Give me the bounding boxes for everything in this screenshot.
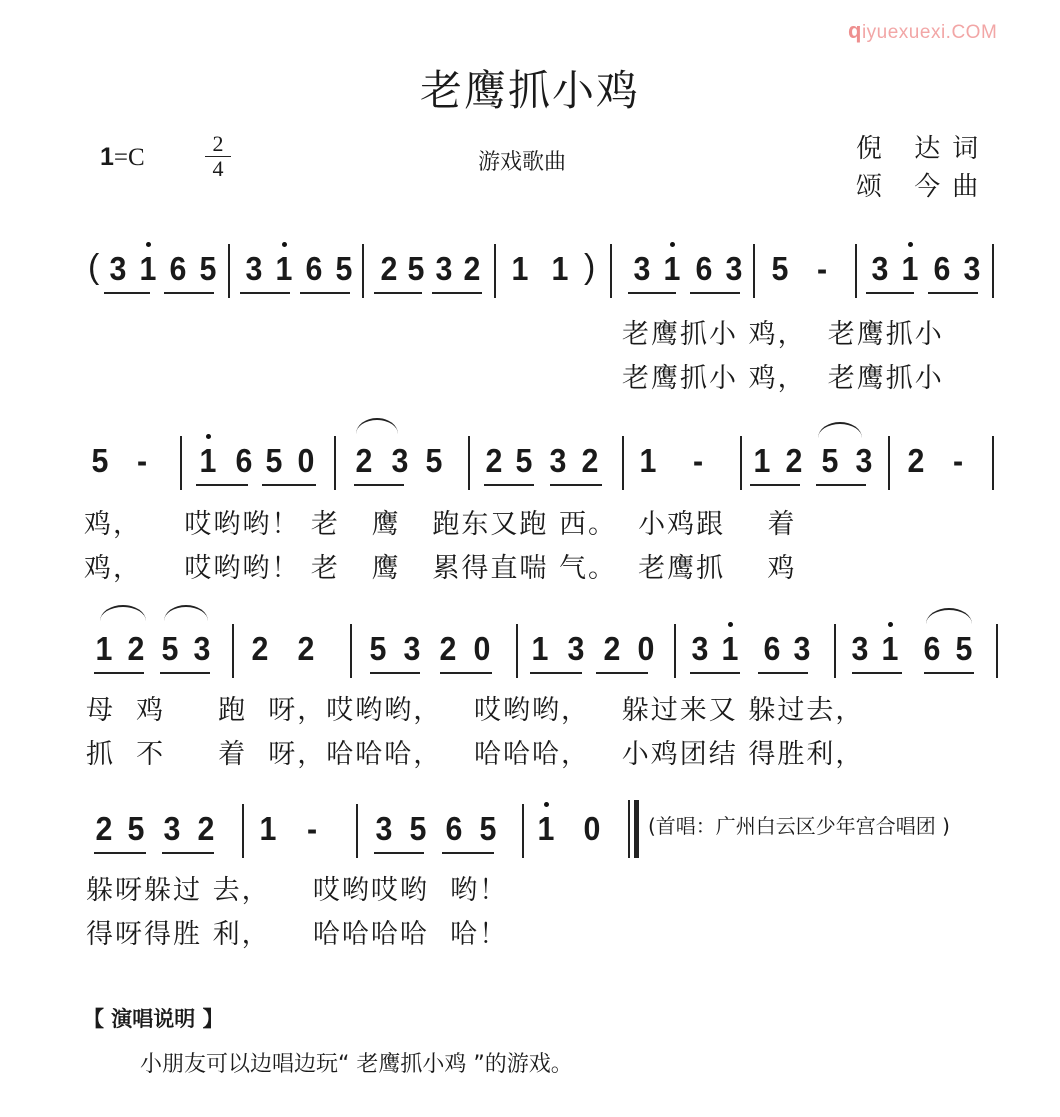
note-digit: 2 — [439, 630, 457, 667]
note-digit: 3 — [793, 630, 811, 667]
slur-mark — [356, 418, 398, 434]
bar-line — [362, 244, 364, 298]
note-digit: 5 — [91, 442, 109, 479]
watermark-text: iyuexuexi.COM — [861, 22, 998, 43]
note-digit: 5 — [199, 250, 217, 287]
bar-line — [996, 624, 998, 678]
time-signature-bottom: 4 — [212, 156, 224, 181]
performance-notes-body: 小朋友可以边唱边玩“ 老鹰抓小鸡 ”的游戏。 — [140, 1052, 573, 1077]
lyric-line: 得呀得胜 利， 哈哈哈哈 哈！ — [86, 919, 509, 950]
note-digit: 1 — [511, 250, 529, 287]
note-digit: 3 — [403, 630, 421, 667]
note-digit: 1 — [551, 250, 569, 287]
note-digit: 5 — [161, 630, 179, 667]
eighth-underline — [628, 292, 676, 294]
note-digit: 3 — [963, 250, 981, 287]
eighth-underline — [690, 292, 740, 294]
note-digit: 5 — [479, 810, 497, 847]
eighth-underline — [596, 672, 648, 674]
note-digit: 2 — [603, 630, 621, 667]
bar-line — [674, 624, 676, 678]
note-digit: 1 — [95, 630, 113, 667]
eighth-underline — [530, 672, 582, 674]
high-octave-dot-icon — [282, 242, 287, 247]
lyric-line: 老鹰抓小 鸡， 老鹰抓小 — [622, 319, 944, 350]
repeat-parenthesis: ) — [584, 248, 596, 286]
key-equals: =C — [113, 144, 145, 171]
bar-line — [753, 244, 755, 298]
note-digit: 1 — [721, 630, 739, 667]
note-digit: 6 — [305, 250, 323, 287]
eighth-underline — [162, 852, 214, 854]
bar-line — [242, 804, 244, 858]
eighth-underline — [866, 292, 914, 294]
lyric-line: 抓 不 着 呀，哈哈哈， 哈哈哈， 小鸡团结 得胜利， — [86, 739, 865, 770]
eighth-underline — [104, 292, 150, 294]
bar-line — [494, 244, 496, 298]
note-digit: 1 — [537, 810, 555, 847]
genre-label: 游戏歌曲 — [478, 150, 567, 175]
bar-line — [228, 244, 230, 298]
eighth-underline — [816, 484, 866, 486]
note-digit: 3 — [391, 442, 409, 479]
eighth-underline — [852, 672, 902, 674]
note-digit: 1 — [199, 442, 217, 479]
final-bar-thick — [634, 800, 639, 858]
eighth-underline — [484, 484, 534, 486]
eighth-underline — [550, 484, 602, 486]
lyricist-credit: 倪 达词 — [856, 134, 991, 164]
dash-sustain: - — [692, 442, 704, 479]
high-octave-dot-icon — [728, 622, 733, 627]
high-octave-dot-icon — [146, 242, 151, 247]
lyric-line: 母 鸡 跑 呀，哎哟哟， 哎哟哟， 躲过来又 躲过去， — [86, 695, 865, 726]
eighth-underline — [690, 672, 740, 674]
note-digit: 1 — [259, 810, 277, 847]
note-digit: 1 — [663, 250, 681, 287]
performance-notes-heading: 【 演唱说明 】 — [83, 1007, 224, 1031]
eighth-underline — [196, 484, 248, 486]
performer-credit: (首唱：广州白云区少年宫合唱团 ) — [648, 814, 950, 838]
high-octave-dot-icon — [206, 434, 211, 439]
note-digit: 2 — [463, 250, 481, 287]
note-digit: 0 — [583, 810, 601, 847]
bar-line — [232, 624, 234, 678]
note-digit: 0 — [297, 442, 315, 479]
note-digit: 5 — [369, 630, 387, 667]
eighth-underline — [354, 484, 404, 486]
note-digit: 2 — [127, 630, 145, 667]
note-digit: 5 — [771, 250, 789, 287]
note-digit: 6 — [169, 250, 187, 287]
note-digit: 3 — [567, 630, 585, 667]
lyric-line: 鸡， 哎哟哟！ 老 鹰 累得直喘 气。 老鹰抓 鸡 — [84, 553, 797, 584]
note-digit: 2 — [95, 810, 113, 847]
dash-sustain: - — [952, 442, 964, 479]
bar-line — [992, 244, 994, 298]
note-digit: 1 — [531, 630, 549, 667]
note-digit: 2 — [355, 442, 373, 479]
eighth-underline — [160, 672, 210, 674]
key-signature — [100, 143, 145, 172]
note-digit: 3 — [871, 250, 889, 287]
eighth-underline — [240, 292, 290, 294]
eighth-underline — [440, 672, 492, 674]
lyric-line: 鸡， 哎哟哟！ 老 鹰 跑东又跑 西。 小鸡跟 着 — [84, 509, 797, 540]
slur-mark — [100, 605, 146, 621]
slur-mark — [164, 605, 208, 621]
watermark-prefix: q — [848, 18, 862, 43]
note-digit: 6 — [445, 810, 463, 847]
note-digit: 2 — [251, 630, 269, 667]
note-digit: 3 — [633, 250, 651, 287]
note-digit: 2 — [581, 442, 599, 479]
lyric-line: 老鹰抓小 鸡， 老鹰抓小 — [622, 363, 944, 394]
note-digit: 0 — [637, 630, 655, 667]
note-digit: 0 — [473, 630, 491, 667]
note-digit: 1 — [901, 250, 919, 287]
note-digit: 3 — [193, 630, 211, 667]
bar-line — [992, 436, 994, 490]
slur-mark — [818, 422, 862, 438]
time-signature-top: 2 — [212, 131, 224, 156]
eighth-underline — [928, 292, 978, 294]
note-digit: 6 — [235, 442, 253, 479]
note-digit: 5 — [127, 810, 145, 847]
note-digit: 3 — [109, 250, 127, 287]
note-digit: 5 — [409, 810, 427, 847]
eighth-underline — [262, 484, 316, 486]
bar-line — [516, 624, 518, 678]
eighth-underline — [300, 292, 350, 294]
note-digit: 2 — [197, 810, 215, 847]
note-digit: 6 — [763, 630, 781, 667]
note-digit: 1 — [753, 442, 771, 479]
bar-line — [834, 624, 836, 678]
eighth-underline — [750, 484, 800, 486]
eighth-underline — [94, 672, 144, 674]
bar-line — [855, 244, 857, 298]
eighth-underline — [370, 672, 420, 674]
bar-line — [740, 436, 742, 490]
note-digit: 3 — [851, 630, 869, 667]
composer-credit: 颂 今曲 — [856, 172, 991, 202]
note-digit: 2 — [485, 442, 503, 479]
note-digit: 5 — [515, 442, 533, 479]
bar-line — [610, 244, 612, 298]
note-digit: 5 — [335, 250, 353, 287]
note-digit: 5 — [955, 630, 973, 667]
note-digit: 3 — [855, 442, 873, 479]
note-digit: 3 — [549, 442, 567, 479]
note-digit: 6 — [933, 250, 951, 287]
note-digit: 1 — [881, 630, 899, 667]
dash-sustain: - — [306, 810, 318, 847]
bar-line — [522, 804, 524, 858]
note-digit: 3 — [435, 250, 453, 287]
note-digit: 3 — [725, 250, 743, 287]
note-digit: 5 — [265, 442, 283, 479]
eighth-underline — [164, 292, 214, 294]
eighth-underline — [758, 672, 808, 674]
high-octave-dot-icon — [544, 802, 549, 807]
note-digit: 1 — [275, 250, 293, 287]
bar-line — [888, 436, 890, 490]
note-digit: 2 — [785, 442, 803, 479]
note-digit: 3 — [245, 250, 263, 287]
note-digit: 3 — [375, 810, 393, 847]
eighth-underline — [94, 852, 146, 854]
high-octave-dot-icon — [908, 242, 913, 247]
repeat-parenthesis: ( — [88, 248, 100, 286]
bar-line — [350, 624, 352, 678]
note-digit: 6 — [695, 250, 713, 287]
slur-mark — [926, 608, 972, 624]
dash-sustain: - — [816, 250, 828, 287]
note-digit: 3 — [163, 810, 181, 847]
high-octave-dot-icon — [670, 242, 675, 247]
watermark — [848, 18, 997, 44]
note-digit: 5 — [425, 442, 443, 479]
bar-line — [356, 804, 358, 858]
bar-line — [180, 436, 182, 490]
note-digit: 2 — [907, 442, 925, 479]
bar-line — [622, 436, 624, 490]
eighth-underline — [374, 852, 424, 854]
eighth-underline — [374, 292, 422, 294]
final-bar-thin — [628, 800, 630, 858]
eighth-underline — [442, 852, 494, 854]
note-digit: 2 — [297, 630, 315, 667]
song-title: 老鹰抓小鸡 — [419, 66, 640, 115]
key-tonic: 1 — [100, 143, 114, 171]
bar-line — [334, 436, 336, 490]
note-digit: 2 — [380, 250, 398, 287]
high-octave-dot-icon — [888, 622, 893, 627]
dash-sustain: - — [136, 442, 148, 479]
note-digit: 1 — [139, 250, 157, 287]
bar-line — [468, 436, 470, 490]
note-digit: 1 — [639, 442, 657, 479]
note-digit: 5 — [407, 250, 425, 287]
note-digit: 3 — [691, 630, 709, 667]
eighth-underline — [924, 672, 974, 674]
lyric-line: 躲呀躲过 去， 哎哟哎哟 哟！ — [86, 875, 509, 906]
eighth-underline — [432, 292, 482, 294]
time-signature — [203, 133, 233, 180]
note-digit: 5 — [821, 442, 839, 479]
note-digit: 6 — [923, 630, 941, 667]
